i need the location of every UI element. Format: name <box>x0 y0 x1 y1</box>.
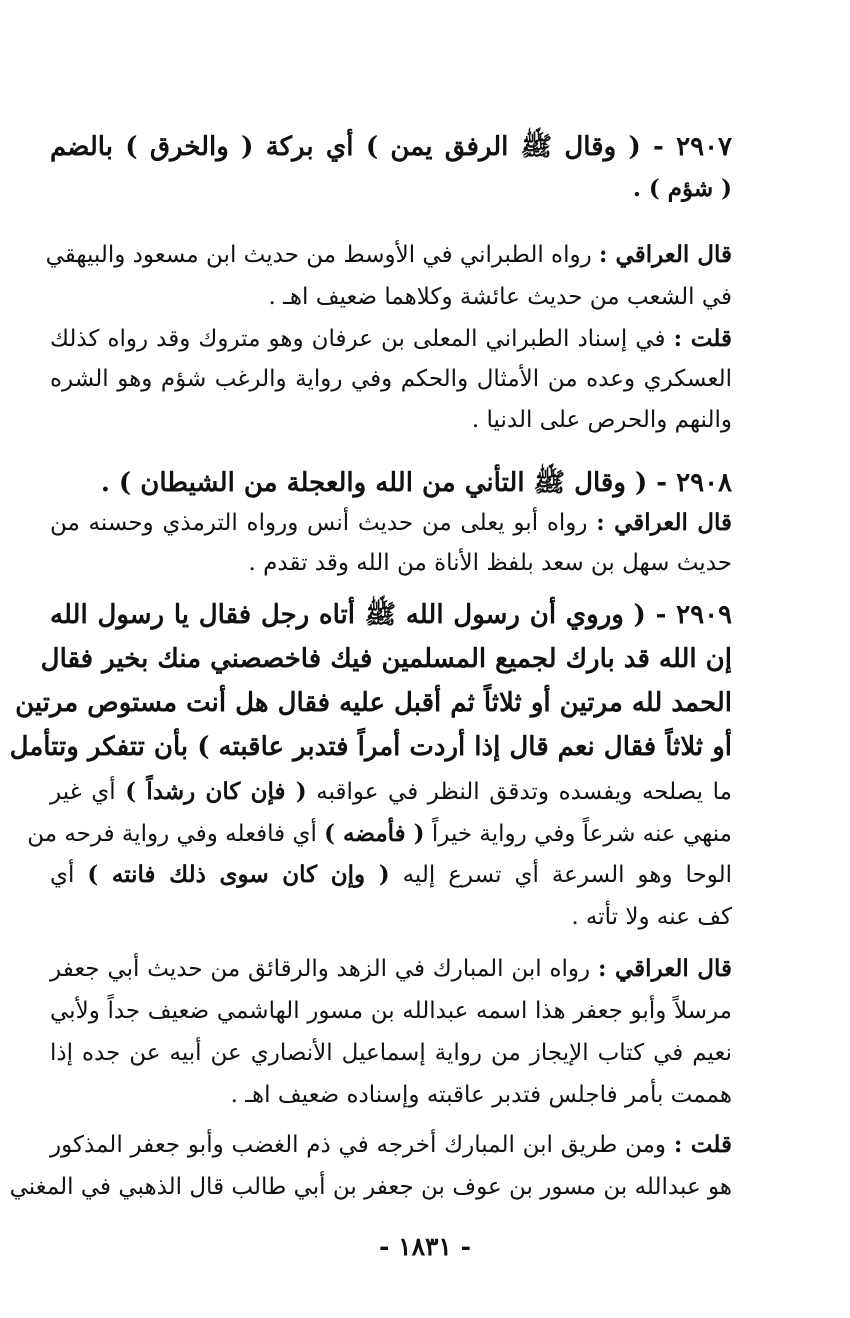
text-line <box>50 172 732 206</box>
text-line <box>27 817 732 851</box>
text-line <box>50 546 732 580</box>
text-line <box>50 1078 732 1112</box>
text-line <box>50 403 732 437</box>
text-run: رواه ابن المبارك في الزهد والرقائق من حديث أبي جعفر <box>50 956 598 982</box>
text-run: الوحا وهو السرعة أي تسرع إليه <box>389 862 732 888</box>
text-run: أي بركة <box>253 132 366 162</box>
bold-text: قال العراقي : <box>596 509 732 536</box>
text-run: ما يصلحه ويفسده وتدقق النظر في عواقبه <box>306 779 732 805</box>
bold-text: قلت : <box>673 1131 732 1158</box>
text-run: في الشعب من حديث عائشة وكلاهما ضعيف اهـ . <box>268 284 732 310</box>
text-run: بالضم <box>50 132 126 162</box>
text-run: والنهم والحرص على الدنيا . <box>471 407 732 433</box>
text-line <box>50 322 732 356</box>
bold-text: ( والخرق ) <box>125 132 254 162</box>
text-run: العسكري وعده من الأمثال والحكم وفي رواية والرغب شؤم وهو الشره <box>50 366 732 392</box>
text-line <box>50 858 732 892</box>
text-line <box>45 238 732 272</box>
text-run: رواه الطبراني في الأوسط من حديث ابن مسعود والبيهقي <box>45 242 600 268</box>
bold-text: ( فأمضه ) <box>324 820 425 847</box>
bold-text: قلت : <box>673 325 732 352</box>
text-line <box>50 900 732 934</box>
text-line <box>15 686 732 720</box>
text-run: رواه أبو يعلى من حديث أنس ورواه الترمذي وحسنه من <box>50 510 597 536</box>
text-run: هممت بأمر فاجلس فتدبر عاقبته وإسناده ضعيف اهـ . <box>230 1082 732 1108</box>
text-run: مرسلاً وأبو جعفر هذا اسمه عبدالله بن مسور الهاشمي ضعيف جداً ولأبي <box>50 998 732 1024</box>
text-line <box>50 506 732 540</box>
text-run: في إسناد الطبراني المعلى بن عرفان وهو متروك وقد رواه كذلك <box>50 326 674 352</box>
text-run: هو عبدالله بن مسور بن عوف بن جعفر بن أبي طالب قال الذهبي في المغني <box>9 1174 732 1200</box>
text-line <box>50 280 732 314</box>
bold-text: ٢٩٠٧ - ( وقال ﷺ الرفق يمن ) <box>365 132 733 162</box>
bold-text: ( شؤم ) . <box>632 175 732 202</box>
text-run: منهي عنه شرعاً وفي رواية خيراً <box>424 821 732 847</box>
bold-text: ( فإن كان رشداً ) <box>125 778 307 805</box>
bold-text: ( وإن كان سوى ذلك فانته ) <box>87 861 390 888</box>
text-run: ومن طريق ابن المبارك أخرجه في ذم الغضب وأبو جعفر المذكور <box>50 1132 674 1158</box>
bold-text: إن الله قد بارك لجميع المسلمين فيك فاخصصني منك بخير فقال <box>40 644 732 674</box>
text-run: أي غير <box>50 779 126 805</box>
text-run: حديث سهل بن سعد بلفظ الأناة من الله وقد تقدم . <box>248 550 732 576</box>
text-line <box>50 362 732 396</box>
text-line <box>50 1036 732 1070</box>
text-line <box>50 952 732 986</box>
text-run: أي <box>50 862 88 888</box>
text-line <box>40 642 732 676</box>
text-line <box>9 1170 732 1204</box>
bold-text: قال العراقي : <box>599 241 732 268</box>
bold-text: ٢٩٠٨ - ( وقال ﷺ التأني من الله والعجلة من الشيطان ) . <box>100 468 732 498</box>
text-line <box>50 598 732 632</box>
bold-text: الحمد لله مرتين أو ثلاثاً ثم أقبل عليه فقال هل أنت مستوص مرتين <box>15 688 732 718</box>
bold-text: ٢٩٠٩ - ( وروي أن رسول الله ﷺ أتاه رجل فقال يا رسول الله <box>50 600 733 630</box>
text-line <box>50 775 732 809</box>
text-line <box>50 466 732 500</box>
text-line <box>50 1128 732 1162</box>
text-line <box>50 994 732 1028</box>
page-number: - ١٨٣١ - <box>379 1232 471 1261</box>
text-line <box>9 730 732 764</box>
text-run: كف عنه ولا تأته . <box>571 904 732 930</box>
bold-text: أو ثلاثاً فقال نعم قال إذا أردت أمراً فتدبر عاقبته ) <box>197 732 732 762</box>
bold-text: قال العراقي : <box>597 955 732 982</box>
text-run: نعيم في كتاب الإيجاز من رواية إسماعيل الأنصاري عن أبيه عن جده إذا <box>50 1040 732 1066</box>
text-run: بأن تتفكر وتتأمل <box>9 732 198 762</box>
text-run: أي فافعله وفي رواية فرحه من <box>27 821 325 847</box>
text-line <box>50 130 732 164</box>
